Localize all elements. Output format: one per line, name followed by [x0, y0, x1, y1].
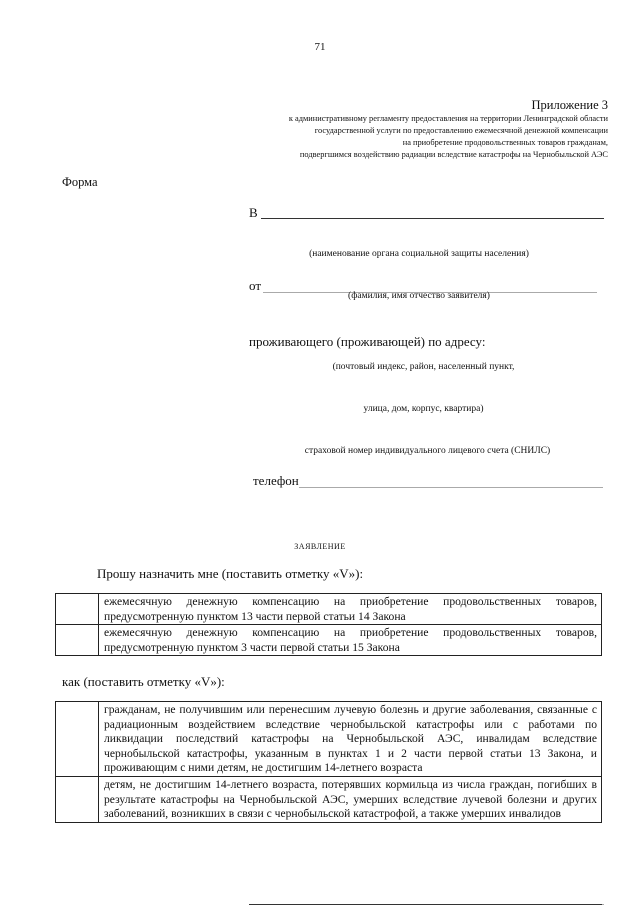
- from-row: [249, 277, 597, 291]
- phone-label: телефон: [253, 473, 299, 488]
- address-label: проживающего (проживающей) по адресу:: [249, 334, 486, 349]
- table-row: [56, 702, 602, 777]
- table-row: [56, 594, 602, 625]
- option-text: ежемесячную денежную компенсацию на приобретение продовольственных товаров, предусмотренную пунктом 13 части первой статьи 14 Закона: [99, 594, 602, 625]
- checkbox-cell[interactable]: [56, 776, 99, 822]
- option-text: ежемесячную денежную компенсацию на приобретение продовольственных товаров, предусмотренную пунктом 3 части первой статьи 15 Закона: [99, 625, 602, 656]
- postal-caption: (почтовый индекс, район, населенный пункт,: [332, 362, 515, 372]
- as-text: как (поставить отметку «V»):: [62, 674, 225, 689]
- table-row: [56, 776, 602, 822]
- checkbox-cell[interactable]: [56, 594, 99, 625]
- checkbox-cell[interactable]: [56, 625, 99, 656]
- to-label: В: [249, 205, 258, 220]
- from-label: от: [249, 278, 262, 293]
- appendix-line: к административному регламенту предоставления на территории Ленинградской области: [288, 114, 608, 123]
- phone-row: [253, 472, 603, 486]
- option-text: детям, не достигшим 14-летнего возраста, потерявших кормильца из числа граждан, погибших в результате катастрофы на Чернобыльской АЭС, умерших вследствие лучевой болезни и других заболеваний, возникших в связи с чернобыльской катастрофой, а также умерших инвалидов: [99, 776, 602, 822]
- street-caption: улица, дом, корпус, квартира): [363, 404, 484, 414]
- checkbox-cell[interactable]: [56, 702, 99, 777]
- request-text: Прошу назначить мне (поставить отметку «V»):: [97, 566, 364, 581]
- appendix-line: государственной услуги по предоставлению ежемесячной денежной компенсации: [314, 126, 608, 135]
- form-label: Форма: [62, 175, 98, 189]
- appendix-line: подвергшимся воздействию радиации вследствие катастрофы на Чернобыльской АЭС: [299, 150, 608, 159]
- snils-field[interactable]: [253, 442, 602, 905]
- option-text: гражданам, не получившим или перенесшим лучевую болезнь и другие заболевания, связанные с радиационным воздействием вследствие чернобыльской катастрофы или с работами по ликвидации последствий катастрофы на Чернобыльской АЭС, инвалидам вследствие чернобыльской катастрофы, указанным в пунктах 1 и 2 части первой статьи 13 Закона, и проживающим с ними детям, не достигшим 14-летнего возраста: [99, 702, 602, 777]
- compensation-options-table: [55, 593, 602, 656]
- appendix-title: Приложение 3: [531, 98, 608, 112]
- page-number: 71: [314, 41, 326, 53]
- authority-caption: (наименование органа социальной защиты населения): [309, 249, 529, 259]
- table-row: [56, 625, 602, 656]
- name-caption: (фамилия, имя отчество заявителя): [348, 291, 490, 301]
- appendix-line: на приобретение продовольственных товаров гражданам,: [402, 138, 608, 147]
- statement-title: ЗАЯВЛЕНИЕ: [294, 542, 346, 551]
- recipient-block: [249, 204, 604, 218]
- appendix-subtitle: [208, 113, 608, 161]
- authority-field[interactable]: [261, 218, 604, 219]
- snils-caption: страховой номер индивидуального лицевого счета (СНИЛС): [304, 446, 551, 456]
- category-options-table: [55, 701, 602, 823]
- phone-field[interactable]: [299, 487, 603, 488]
